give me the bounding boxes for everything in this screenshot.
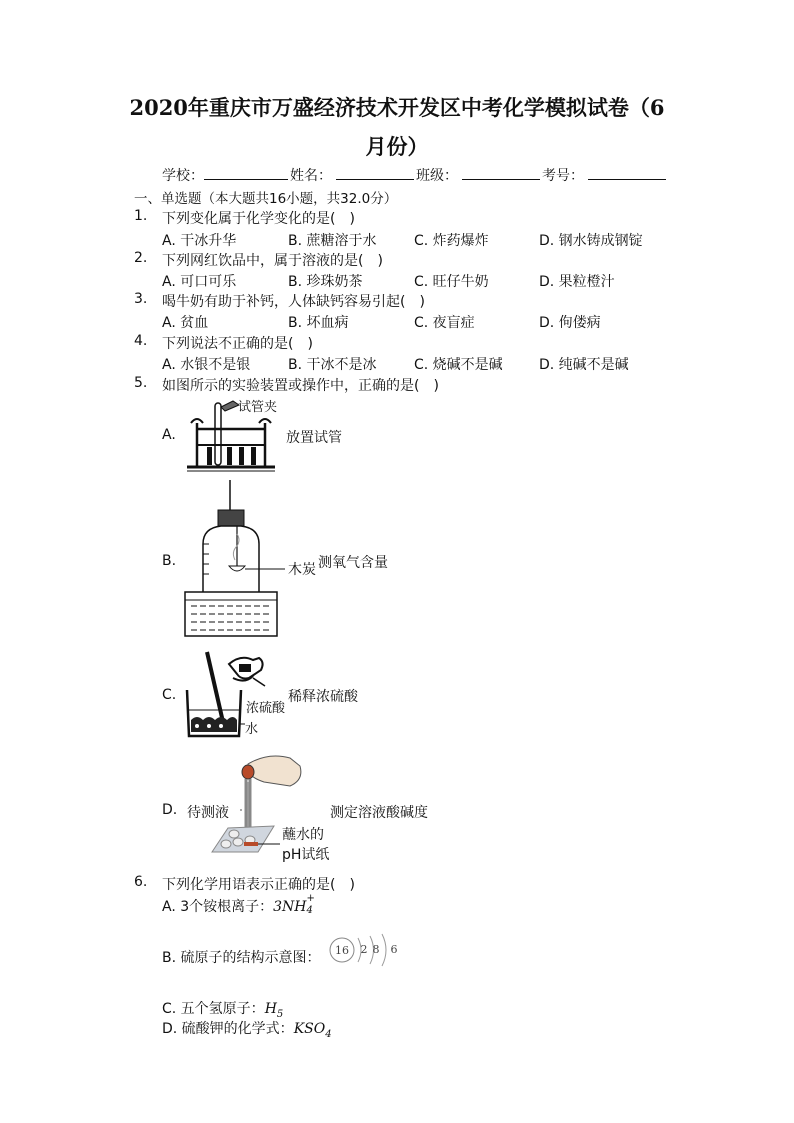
ammonium-formula: 3NH + 4	[273, 893, 315, 916]
option-c[interactable]: C. 夜盲症	[414, 315, 475, 331]
question-number: 2.	[134, 250, 148, 266]
potassium-sulfate-formula: $KSO_4$	[293, 1021, 332, 1040]
hydrogen-formula: $H_5$	[264, 1001, 284, 1020]
section-header: 一、单选题（本大题共16小题，共32.0分）	[134, 191, 398, 207]
option-a-caption: 放置试管	[286, 430, 342, 446]
option-d-caption: 测定溶液酸碱度	[330, 805, 428, 821]
name-blank[interactable]	[336, 165, 414, 180]
option-c-letter[interactable]: C.	[162, 687, 177, 703]
option-b-caption: 测氧气含量	[318, 555, 388, 571]
option-c[interactable]: C. 旺仔牛奶	[414, 274, 489, 290]
acid-label: 浓硫酸	[246, 701, 286, 716]
q6-option-b-text[interactable]: B. 硫原子的结构示意图：	[162, 950, 321, 966]
question-number: 6.	[134, 874, 148, 890]
charcoal-label: 木炭	[288, 562, 316, 578]
water-label: 水	[245, 722, 259, 737]
question-stem: 下列化学用语表示正确的是( )	[162, 877, 355, 893]
option-d[interactable]: D. 纯碱不是碱	[539, 357, 629, 373]
clamp-label: 试管夹	[238, 400, 278, 415]
question-stem: 下列说法不正确的是( )	[162, 336, 313, 352]
q6-option-d-text: D. 硫酸钾的化学式：	[162, 1021, 294, 1037]
option-c[interactable]: C. 烧碱不是碱	[414, 357, 503, 373]
question-stem: 下列网红饮品中，属于溶液的是( )	[162, 253, 383, 269]
question-number: 3.	[134, 291, 148, 307]
ph-paper-label-1: 蘸水的	[282, 827, 324, 843]
option-a-letter[interactable]: A.	[162, 427, 176, 443]
nucleus-charge: 16	[335, 944, 349, 957]
question-stem: 如图所示的实验装置或操作中，正确的是( )	[162, 378, 439, 394]
q6-option-d[interactable]	[162, 1018, 332, 1040]
q6-option-c-text: C. 五个氢原子：	[162, 1001, 265, 1017]
exam-no-blank[interactable]	[588, 165, 666, 180]
question-number: 1.	[134, 208, 148, 224]
exam-title-line2: 月份）	[365, 134, 429, 159]
option-a[interactable]: A. 干冰升华	[162, 233, 237, 249]
student-info-line	[162, 165, 668, 185]
option-a[interactable]: A. 水银不是银	[162, 357, 251, 373]
school-blank[interactable]	[204, 165, 288, 180]
q6-option-a[interactable]	[162, 893, 315, 916]
test-liquid-label: 待测液	[187, 805, 229, 821]
exam-no-label: 考号：	[542, 168, 584, 184]
school-label: 学校：	[162, 168, 204, 184]
ph-paper-label-2: pH试纸	[282, 847, 330, 863]
option-b[interactable]: B. 干冰不是冰	[288, 357, 377, 373]
exam-title-line1: 2020年重庆市万盛经济技术开发区中考化学模拟试卷（6	[129, 95, 665, 120]
option-d[interactable]: D. 钢水铸成钢锭	[539, 233, 643, 249]
class-label: 班级：	[416, 168, 458, 184]
option-d-letter[interactable]: D.	[162, 802, 178, 818]
q6-option-c[interactable]	[162, 998, 283, 1020]
shell-2-electrons: 8	[372, 943, 380, 956]
option-d[interactable]: D. 果粒橙汁	[539, 274, 615, 290]
sulfur-atom-diagram	[324, 930, 414, 970]
shell-1-electrons: 2	[360, 943, 368, 956]
question-stem: 喝牛奶有助于补钙，人体缺钙容易引起( )	[162, 294, 425, 310]
option-a[interactable]: A. 可口可乐	[162, 274, 237, 290]
option-d[interactable]: D. 佝偻病	[539, 315, 601, 331]
name-label: 姓名：	[290, 168, 332, 184]
option-c-caption: 稀释浓硫酸	[288, 689, 358, 705]
shell-3-electrons: 6	[390, 943, 398, 956]
question-number: 5.	[134, 375, 148, 391]
option-b-letter[interactable]: B.	[162, 553, 177, 569]
question-stem: 下列变化属于化学变化的是( )	[162, 211, 355, 227]
q6-option-a-text: A. 3个铵根离子：	[162, 899, 274, 915]
option-b[interactable]: B. 珍珠奶茶	[288, 274, 363, 290]
class-blank[interactable]	[462, 165, 540, 180]
option-b[interactable]: B. 蔗糖溶于水	[288, 233, 377, 249]
question-number: 4.	[134, 333, 148, 349]
option-a[interactable]: A. 贫血	[162, 315, 209, 331]
option-b[interactable]: B. 坏血病	[288, 315, 349, 331]
dilution-diagram	[183, 650, 293, 742]
bell-jar-diagram	[185, 480, 285, 640]
option-c[interactable]: C. 炸药爆炸	[414, 233, 489, 249]
